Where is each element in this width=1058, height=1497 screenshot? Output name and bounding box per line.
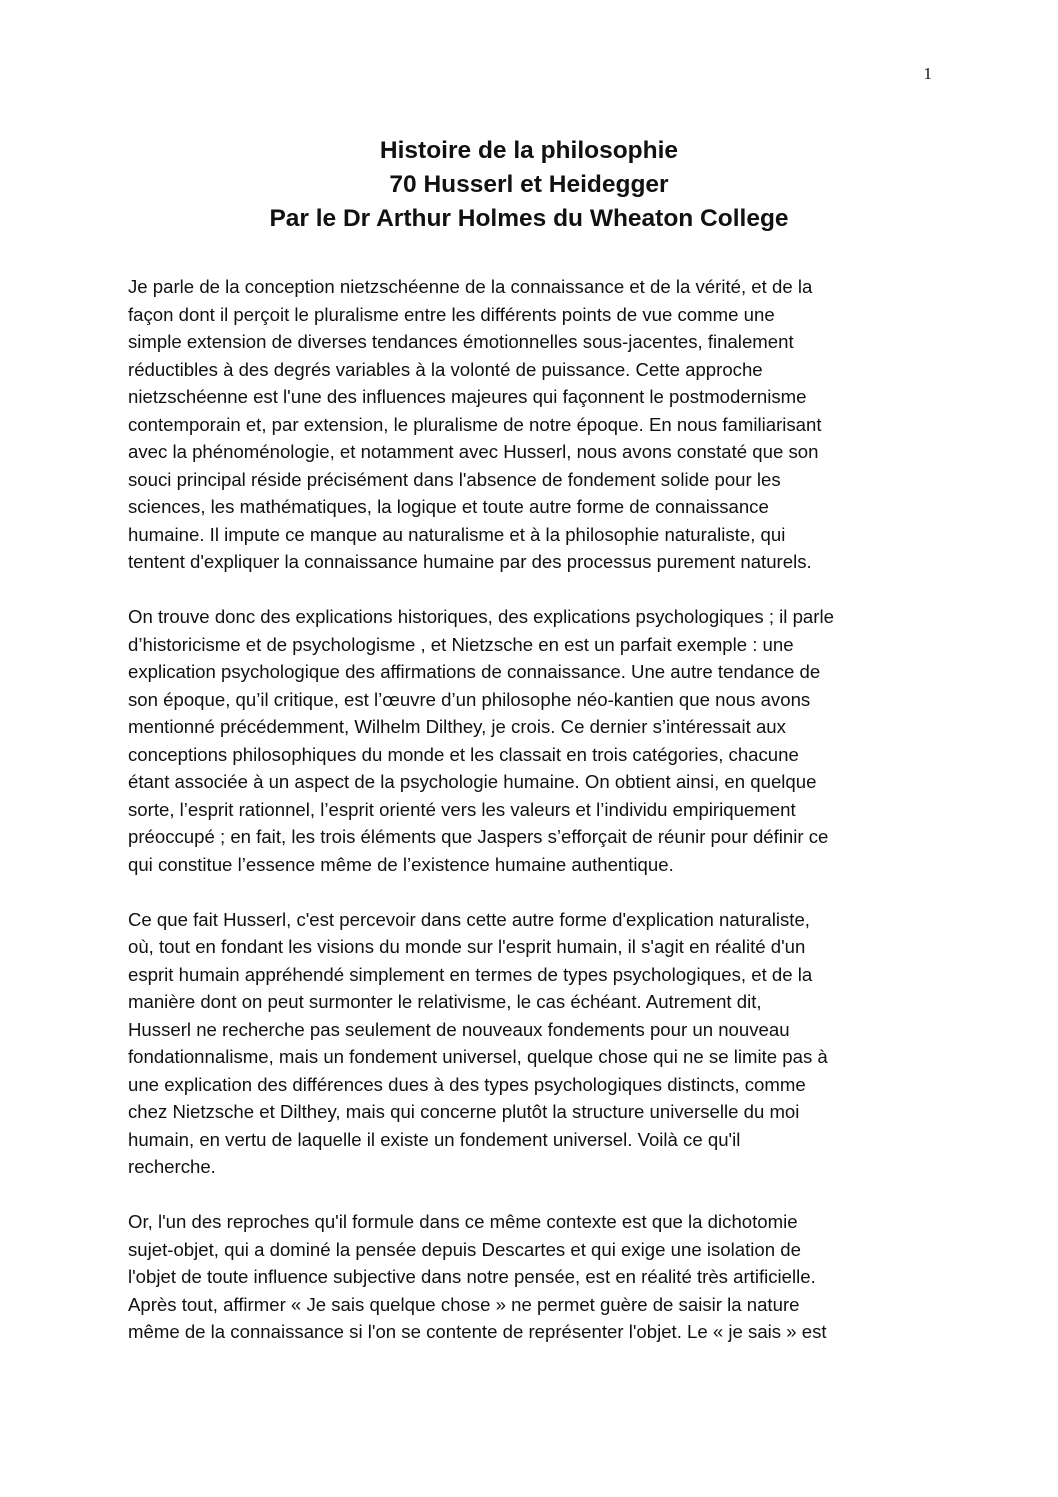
paragraph-line: Je parle de la conception nietzschéenne de la connaissance et de la vérité, et de la (128, 276, 813, 297)
paragraph-4 (128, 1208, 920, 1346)
paragraph-line: tentent d'expliquer la connaissance humaine par des processus purement naturels. (128, 551, 812, 572)
paragraph-line: avec la phénoménologie, et notamment avec Husserl, nous avons constaté que son (128, 441, 819, 462)
title-line-1: Histoire de la philosophie (379, 137, 679, 164)
paragraph-1 (128, 273, 920, 576)
document-title (128, 134, 930, 236)
paragraph-line: façon dont il perçoit le pluralisme entre les différents points de vue comme une (128, 303, 775, 325)
title-line-2: 70 Husserl et Heidegger (389, 171, 669, 198)
paragraph-line: réductibles à des degrés variables à la volonté de puissance. Cette approche (128, 358, 763, 380)
body-text (128, 273, 920, 1373)
paragraph-line: conceptions philosophiques du monde et les classait en trois catégories, chacune (128, 743, 799, 765)
paragraph-line: même de la connaissance si l'on se contente de représenter l'objet. Le « je sais » est (128, 1321, 827, 1342)
paragraph-line: souci principal réside précisément dans l'absence de fondement solide pour les (128, 468, 781, 490)
paragraph-line: son époque, qu’il critique, est l’œuvre d’un philosophe néo-kantien que nous avons (128, 688, 811, 710)
paragraph-line: sciences, les mathématiques, la logique et toute autre forme de connaissance (128, 496, 769, 517)
paragraph-line: explication psychologique des affirmations de connaissance. Une autre tendance de (128, 661, 821, 682)
paragraph-line: sujet-objet, qui a dominé la pensée depuis Descartes et qui exige une isolation de (128, 1238, 801, 1260)
paragraph-line: Après tout, affirmer « Je sais quelque chose » ne permet guère de saisir la nature (128, 1293, 800, 1315)
paragraph-line: humaine. Il impute ce manque au naturalisme et à la philosophie naturaliste, qui (128, 523, 786, 545)
paragraph-line: Or, l'un des reproches qu'il formule dans ce même contexte est que la dichotomie (128, 1211, 798, 1232)
paragraph-line: contemporain et, par extension, le pluralisme de notre époque. En nous familiarisant (128, 413, 822, 435)
paragraph-line: nietzschéenne est l'une des influences majeures qui façonnent le postmodernisme (128, 386, 807, 407)
paragraph-line: chez Nietzsche et Dilthey, mais qui concerne plutôt la structure universelle du moi (128, 1101, 800, 1122)
paragraph-line: fondationnalisme, mais un fondement universel, quelque chose qui ne se limite pas à (128, 1046, 828, 1067)
paragraph-line: recherche. (128, 1156, 216, 1177)
paragraph-line: humain, en vertu de laquelle il existe un fondement universel. Voilà ce qu'il (128, 1128, 741, 1150)
paragraph-line: sorte, l’esprit rationnel, l’esprit orienté vers les valeurs et l’individu empiriquement (128, 798, 796, 820)
paragraph-line: préoccupé ; en fait, les trois éléments que Jaspers s’efforçait de réunir pour définir ce (128, 826, 829, 847)
paragraph-line: l'objet de toute influence subjective dans notre pensée, est en réalité très artificielle. (128, 1266, 816, 1287)
paragraph-line: simple extension de diverses tendances émotionnelles sous-jacentes, finalement (128, 331, 794, 352)
paragraph-line: mentionné précédemment, Wilhelm Dilthey, je crois. Ce dernier s’intéressait aux (128, 716, 786, 737)
paragraph-line: Ce que fait Husserl, c'est percevoir dans cette autre forme d'explication naturaliste, (128, 908, 810, 930)
paragraph-3 (128, 906, 920, 1181)
paragraph-line: étant associée à un aspect de la psychologie humaine. On obtient ainsi, en quelque (128, 771, 817, 792)
paragraph-2 (128, 603, 920, 878)
paragraph-line: Husserl ne recherche pas seulement de nouveaux fondements pour un nouveau (128, 1018, 790, 1040)
paragraph-line: qui constitue l’essence même de l’existence humaine authentique. (128, 853, 674, 875)
title-line-3: Par le Dr Arthur Holmes du Wheaton College (269, 205, 789, 232)
paragraph-line: On trouve donc des explications historiques, des explications psychologiques ; il parle (128, 606, 834, 627)
paragraph-line: une explication des différences dues à des types psychologiques distincts, comme (128, 1073, 806, 1095)
paragraph-line: manière dont on peut surmonter le relativisme, le cas échéant. Autrement dit, (128, 991, 762, 1012)
paragraph-line: où, tout en fondant les visions du monde sur l'esprit humain, il s'agit en réalité d'un (128, 936, 806, 957)
paragraph-line: esprit humain appréhendé simplement en termes de types psychologiques, et de la (128, 963, 813, 985)
paragraph-line: d’historicisme et de psychologisme , et Nietzsche en est un parfait exemple : une (128, 633, 794, 655)
page-number: 1 (923, 64, 932, 83)
